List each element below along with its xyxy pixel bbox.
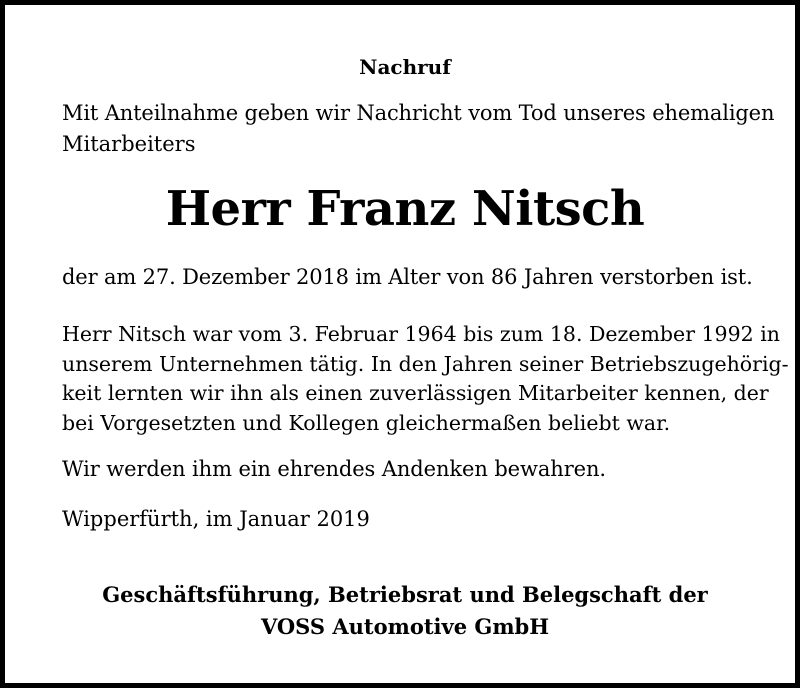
remembrance-line: Wir werden ihm ein ehrendes Andenken bewahren. bbox=[62, 457, 606, 481]
signature-line-2: VOSS Automotive GmbH bbox=[260, 614, 550, 639]
paragraph-line-3: keit lernten wir ihn als einen zuverlässigen Mitarbeiter kennen, der bbox=[62, 381, 769, 405]
death-date-line: der am 27. Dezember 2018 im Alter von 86 Jahren verstorben ist. bbox=[62, 265, 753, 289]
notice-title: Nachruf bbox=[359, 55, 451, 79]
paragraph-line-1: Herr Nitsch war vom 3. Februar 1964 bis zum 18. Dezember 1992 in bbox=[62, 322, 780, 346]
signature-line-1: Geschäftsführung, Betriebsrat und Belegschaft der bbox=[102, 582, 708, 607]
employment-paragraph bbox=[62, 320, 789, 438]
intro-line-2: Mitarbeiters bbox=[62, 132, 196, 156]
paragraph-line-2: unserem Unternehmen tätig. In den Jahren seiner Betriebszugehörig- bbox=[62, 351, 789, 376]
deceased-name: Herr Franz Nitsch bbox=[165, 181, 645, 237]
paragraph-line-4: bei Vorgesetzten und Kollegen gleichermaßen beliebt war. bbox=[62, 410, 671, 435]
intro-line-1: Mit Anteilnahme geben wir Nachricht vom Tod unseres ehemaligen bbox=[62, 101, 775, 125]
place-and-date: Wipperfürth, im Januar 2019 bbox=[62, 507, 370, 531]
